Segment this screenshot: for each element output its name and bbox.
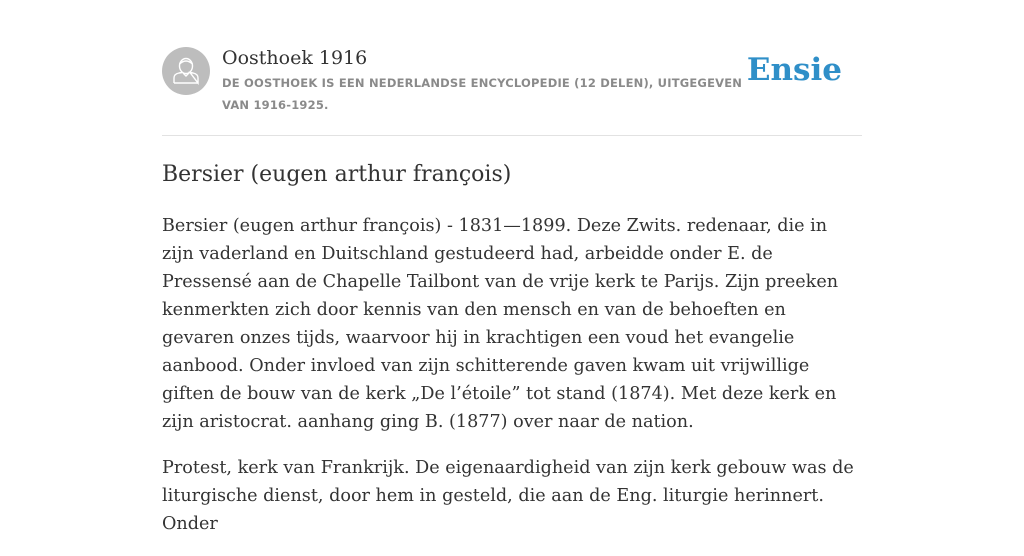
entry-content	[162, 212, 862, 556]
entry-title: Bersier (eugen arthur françois)	[162, 162, 512, 187]
source-header	[162, 46, 862, 116]
user-silhouette-icon	[162, 47, 210, 95]
ensie-logo-link[interactable]: Ensie	[746, 52, 842, 88]
source-description: DE OOSTHOEK IS EEN NEDERLANDSE ENCYCLOPEDIE (12 DELEN), UITGEGEVEN VAN 1916-1925.	[222, 76, 743, 112]
entry-paragraph: Bersier (eugen arthur françois) - 1831—1899. Deze Zwits. redenaar, die in zijn vaderland en Duitschland gestudeerd had, arbeidde onder E. de Pressensé aan de Chapelle Tailbont van de vrije kerk te Parijs. Zijn preeken kenmerkten zich door kennis van den mensch en van de behoeften en gevaren onzes tijds, waarvoor hij in krachtigen een voud het evangelie aanbood. Onder invloed van zijn schitterende gaven kwam uit vrijwillige giften de bouw van de kerk „De l’étoile” tot stand (1874). Met deze kerk en zijn aristocrat. aanhang ging B. (1877) over naar de nation.	[162, 216, 839, 432]
source-title[interactable]: Oosthoek 1916	[222, 47, 368, 69]
entry-paragraph: Protest, kerk van Frankrijk. De eigenaardigheid van zijn kerk gebouw was de liturgische dienst, door hem in gesteld, die aan de Eng. liturgie herinnert. Onder	[162, 458, 854, 534]
header-divider	[162, 135, 862, 136]
avatar	[162, 47, 210, 95]
